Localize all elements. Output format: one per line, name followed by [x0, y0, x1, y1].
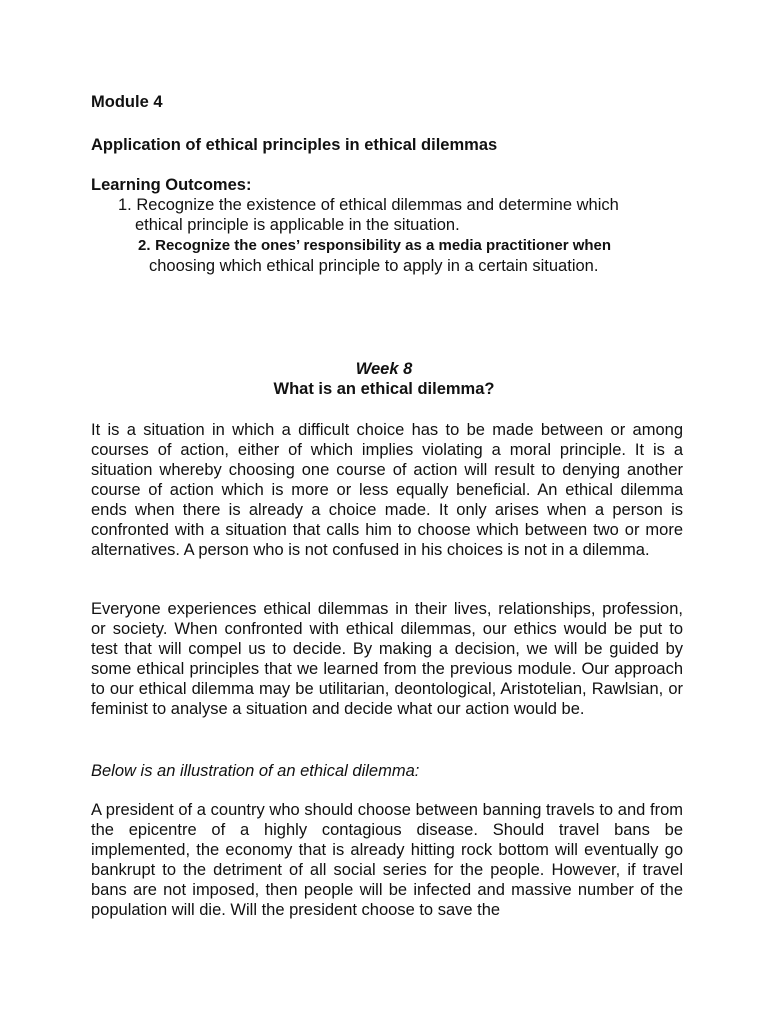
- body-paragraph: Everyone experiences ethical dilemmas in their lives, relationships, profession, or society. When confronted with ethical dilemmas, our ethics would be put to test that will compel us to decide. By making a decision, we will be guided by some ethical principles that we learned from the previous module. Our approach to our ethical dilemma may be utilitarian, deontological, Aristotelian, Rawlsian, or feminist to analyse a situation and decide what our action would be.: [91, 600, 683, 718]
- body-paragraph: It is a situation in which a difficult choice has to be made between or among courses of action, either of which implies violating a moral principle. It is a situation whereby choosing one course of action will result to denying another course of action which is more or less equally beneficial. An ethical dilemma ends when there is already a choice made. It only arises when a person is confronted with a situation that calls him to choose which between two or more alternatives. A person who is not confused in his choices is not in a dilemma.: [91, 421, 683, 559]
- outcome-number: 1.: [118, 196, 132, 214]
- outcome-number: 2.: [138, 237, 151, 254]
- outcome-line: [138, 235, 691, 256]
- learning-outcomes-list: [91, 195, 691, 276]
- illustration-intro: Below is an illustration of an ethical dilemma:: [91, 762, 420, 780]
- outcome-text-line1: Recognize the ones’ responsibility as a media practitioner when: [155, 237, 612, 254]
- module-title: Application of ethical principles in ethical dilemmas: [91, 136, 498, 154]
- outcome-text-line2: choosing which ethical principle to apply in a certain situation.: [149, 257, 599, 275]
- illustration-paragraph: A president of a country who should choose between banning travels to and from the epicentre of a highly contagious disease. Should travel bans be implemented, the economy that is already hitting rock bottom will eventually go bankrupt to the detriment of all social series for the people. However, if travel bans are not imposed, then people will be infected and massive number of the population will die. Will the president choose to save the: [91, 801, 683, 919]
- learning-outcome-item: [91, 235, 691, 276]
- illustration-paragraph-container: [91, 800, 683, 922]
- learning-outcome-item: [91, 195, 691, 235]
- outcome-text-line1: Recognize the existence of ethical dilemmas and determine which: [136, 196, 619, 214]
- learning-outcomes-heading: Learning Outcomes:: [91, 176, 252, 194]
- outcome-line: [118, 195, 691, 215]
- module-label: Module 4: [91, 93, 163, 111]
- outcome-text-line2: ethical principle is applicable in the situation.: [135, 216, 460, 234]
- week-label: Week 8: [355, 360, 413, 378]
- section-title: What is an ethical dilemma?: [273, 380, 495, 398]
